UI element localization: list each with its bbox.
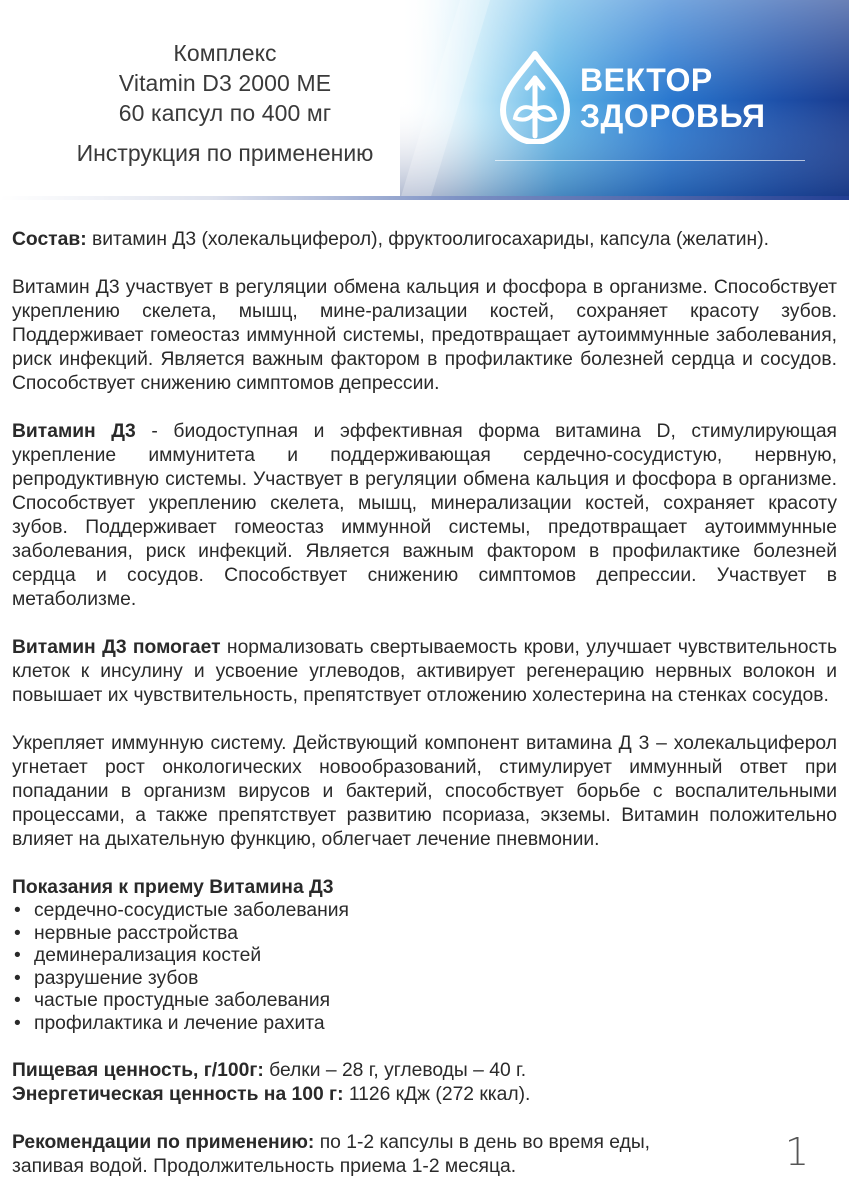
- paragraph-3-text: нормализовать свертываемость крови, улучшает чувствительность клеток к инсулину и усвоение углеводов, активирует регенерацию нервных волокон и повышает их чувствительность, препятствует отложению холестерина на стенках сосудов.: [12, 637, 837, 706]
- page-number: 1: [784, 1130, 809, 1174]
- usage-label: Рекомендации по применению:: [12, 1132, 315, 1153]
- brand-name-line-1: ВЕКТОР: [580, 62, 713, 98]
- composition-text: витамин Д3 (холекальциферол), фруктоолигосахариды, капсула (желатин).: [86, 229, 769, 250]
- description-paragraph-4: Укрепляет иммунную систему. Действующий компонент витамина Д 3 – холекальциферол угнетает рост онкологических новообразований, стимулирует иммунный ответ при попадании в организм вирусов и бактерий, способствует борьбе с воспалительными процессами, а также препятствует развитию псориаза, экземы. Витамин положительно влияет на дыхательную функцию, облегчает лечение пневмонии.: [12, 733, 837, 850]
- product-title-line-3: 60 капсул по 400 мг: [118, 100, 332, 126]
- nutrition-value: [12, 1059, 837, 1083]
- list-item: • частые простудные заболевания: [12, 990, 837, 1013]
- paragraph-3-lead: Витамин Д3 помогает: [12, 637, 221, 658]
- description-paragraph-1: Витамин Д3 участвует в регуляции обмена кальция и фосфора в организме. Способствует укреплению скелета, мышц, мине-рализации костей, сохраняет красоту зубов. Поддерживает гомеостаз иммунной системы, предотвращает аутоиммунные заболевания, риск инфекций. Является важным фактором в профилактике болезней сердца и сосудов. Способствует снижению симптомов депрессии.: [12, 277, 837, 394]
- list-item: • профилактика и лечение рахита: [12, 1013, 837, 1036]
- logo-divider: [495, 160, 805, 161]
- paragraph-2-text: - биодоступная и эффективная форма витамина D, стимулирующая укрепление иммунитета и поддерживающая сердечно-сосудистую, нервную, репродуктивную системы. Участвует в регуляции обмена кальция и фосфора в организме. Способствует укреплению скелета, мышц, минерализации костей, сохраняет красоту зубов. Поддерживает гомеостаз иммунной системы, предотвращает аутоиммунные заболевания, риск инфекций. Является важным фактором в профилактике болезней сердца и сосудов. Способствует снижению симптомов депрессии. Участвует в метаболизме.: [12, 421, 837, 610]
- energy-label: Энергетическая ценность на 100 г:: [12, 1084, 344, 1105]
- list-item: • деминерализация костей: [12, 945, 837, 968]
- list-item: • разрушение зубов: [12, 968, 837, 991]
- instruction-subtitle: Инструкция по применению: [76, 140, 374, 166]
- droplet-leaf-icon: [495, 48, 575, 144]
- usage-text-2: запивая водой. Продолжительность приема 1-2 месяца.: [12, 1156, 517, 1177]
- usage-recommendations: [12, 1131, 837, 1155]
- nutrition-text: белки – 28 г, углеводы – 40 г.: [263, 1060, 527, 1081]
- description-paragraph-2: [12, 420, 837, 612]
- list-item: • нервные расстройства: [12, 923, 837, 946]
- brand-name: [580, 62, 765, 134]
- energy-text: 1126 кДж (272 ккал).: [343, 1084, 531, 1105]
- instruction-body: [12, 228, 837, 1179]
- brand-logo: [495, 48, 815, 158]
- header-bottom-strip: [0, 196, 849, 200]
- usage-text-1: по 1-2 капсулы в день во время еды,: [314, 1132, 651, 1153]
- composition-paragraph: [12, 228, 837, 252]
- indications-list: [12, 900, 837, 1035]
- brand-name-line-2: ЗДОРОВЬЯ: [580, 98, 766, 134]
- page-header: [0, 0, 849, 200]
- nutrition-label: Пищевая ценность, г/100г:: [12, 1060, 264, 1081]
- list-item: • сердечно-сосудистые заболевания: [12, 900, 837, 923]
- indications-title: Показания к приему Витамина Д3: [12, 877, 334, 898]
- product-title-line-1: Комплекс: [173, 40, 277, 66]
- product-title-line-2: Vitamin D3 2000 ME: [118, 70, 332, 96]
- paragraph-2-lead: Витамин Д3: [12, 421, 136, 442]
- energy-value: [12, 1083, 837, 1107]
- product-title-block: [40, 38, 410, 168]
- composition-label: Состав:: [12, 229, 87, 250]
- description-paragraph-3: [12, 636, 837, 708]
